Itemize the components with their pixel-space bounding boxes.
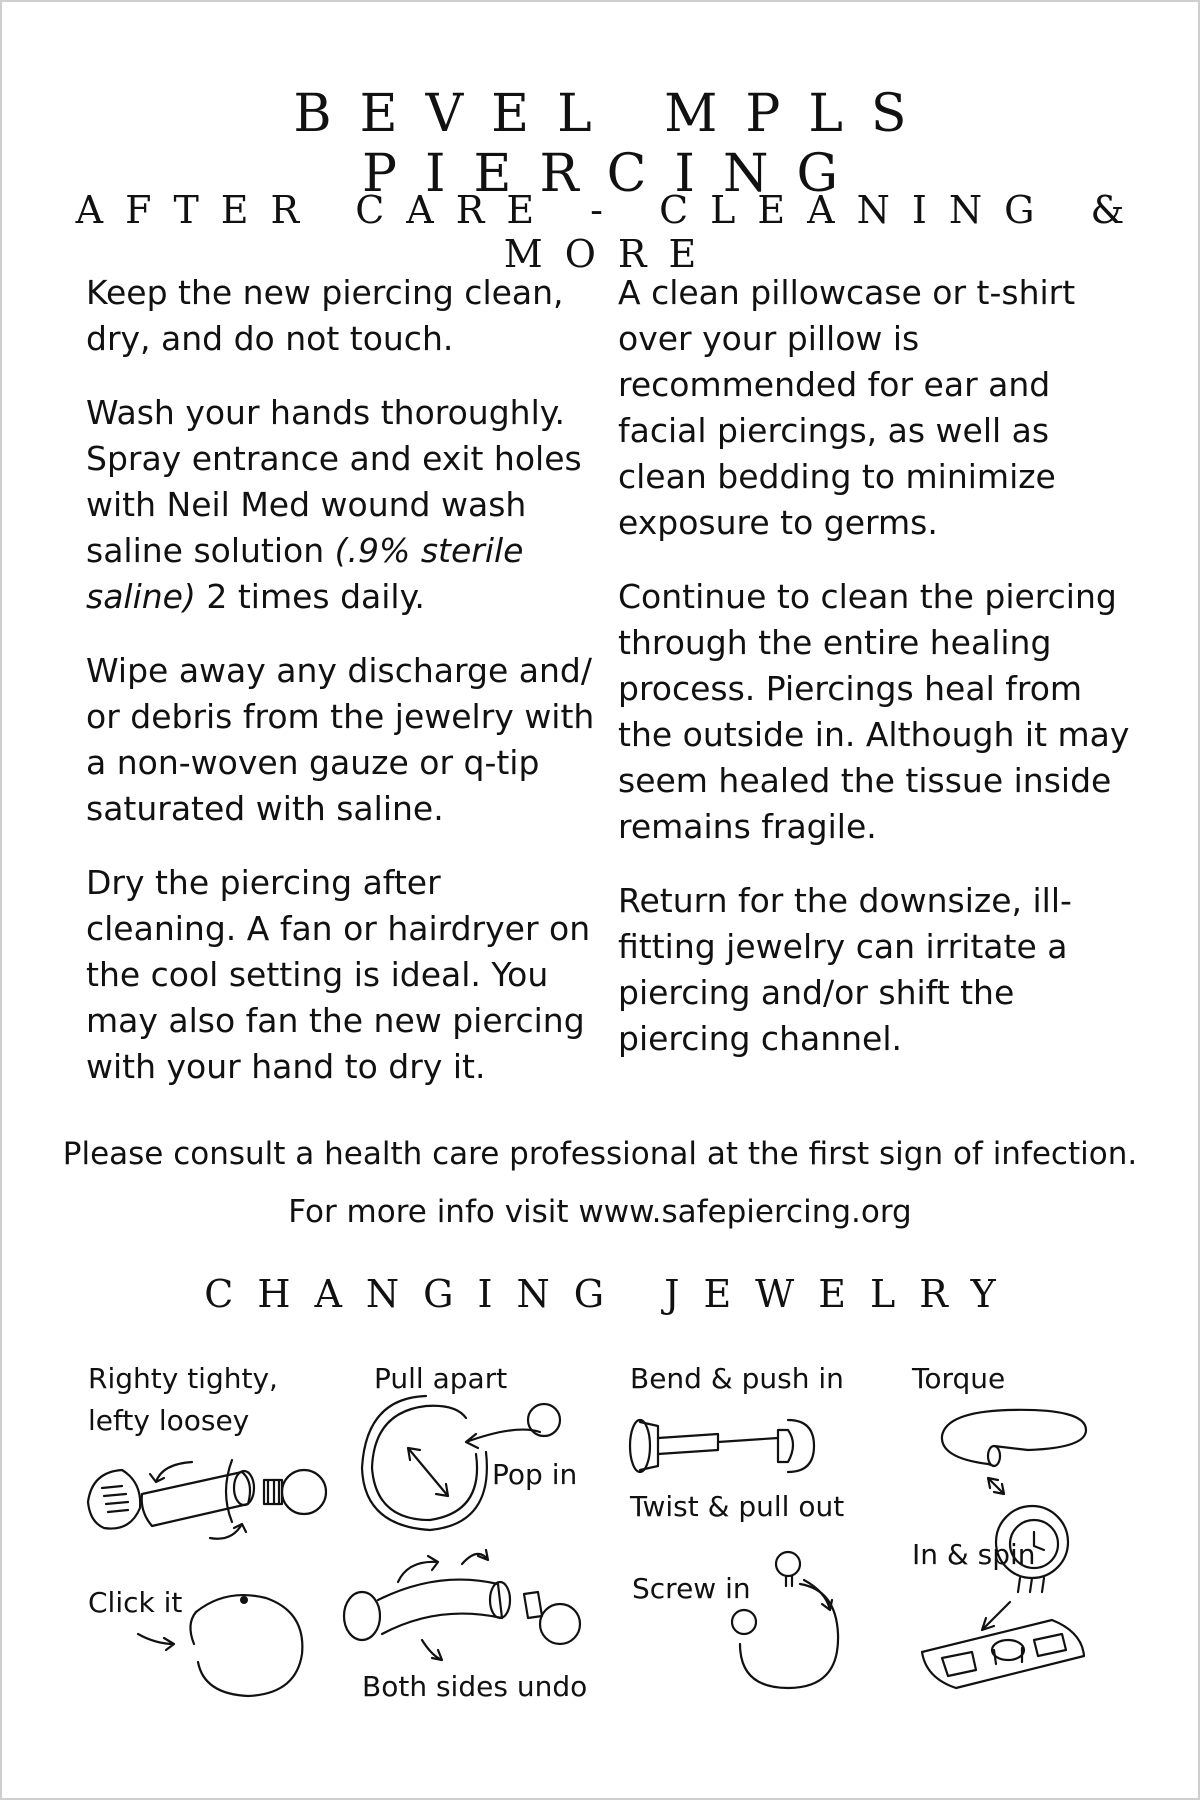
label-click-it: Click it [88,1586,183,1619]
label-torque: Torque [912,1362,1006,1395]
captive-ring-icon [366,1392,596,1532]
label-bend-push: Bend & push in [630,1362,844,1395]
instruction-downsize: Return for the downsize, ill-fitting jewelry can irritate a piercing and/or shift the piercing channel. [618,881,1072,1058]
threadless-top-icon [922,1502,1102,1702]
torque-ring-icon [938,1406,1098,1496]
instruction-dry-piercing: Dry the piercing after cleaning. A fan or hairdryer on the cool setting is ideal. You may also fan the new piercing with your hand to dry it. [86,863,591,1086]
right-column [618,270,1138,1090]
instruction-wipe-discharge: Wipe away any discharge and/ or debris from the jewelry with a non-woven gauze or q-tip saturated with saline. [86,651,595,828]
page-title: BEVEL MPLS PIERCING [293,84,935,204]
instruction-keep-clean: Keep the new piercing clean, dry, and do not touch. [86,273,564,358]
label-in-spin: In & spin [912,1538,1036,1571]
curved-barbell-icon [338,1542,598,1672]
label-both-sides-undo: Both sides undo [362,1670,588,1703]
label-screw-in: Screw in [632,1572,751,1605]
label-lefty-loosey: lefty loosey [88,1404,250,1437]
left-column [86,270,596,1118]
page-subtitle: AFTER CARE - CLEANING & MORE [75,188,1147,276]
clicker-ring-icon [126,1582,326,1702]
instruction-pillowcase: A clean pillowcase or t-shirt over your pillow is recommended for ear and facial piercings, as well as clean bedding to minimize exposure to germs. [618,273,1076,542]
instruction-continue-cleaning: Continue to clean the piercing through the entire healing process. Piercings heal from the outside in. Although it may seem healed the tissue inside remains fragile. [618,577,1130,846]
info-link-notice: For more info visit www.safepiercing.org [288,1194,912,1230]
changing-jewelry-title: CHANGING JEWELRY [204,1272,1020,1316]
labret-stud-icon [628,1410,828,1480]
consult-notice: Please consult a health care professional at the first sign of infection. [62,1136,1138,1172]
screw-ring-icon [730,1550,870,1690]
label-righty-tighty: Righty tighty, [88,1362,278,1395]
instruction-wash-hands: Wash your hands thoroughly. Spray entrance and exit holes with Neil Med wound wash saline solution (.9% sterile saline) 2 times daily. [86,393,582,616]
label-pop-in: Pop in [492,1458,578,1491]
threaded-barbell-icon [82,1442,342,1552]
label-twist-pull: Twist & pull out [630,1490,845,1523]
label-pull-apart: Pull apart [374,1362,508,1395]
